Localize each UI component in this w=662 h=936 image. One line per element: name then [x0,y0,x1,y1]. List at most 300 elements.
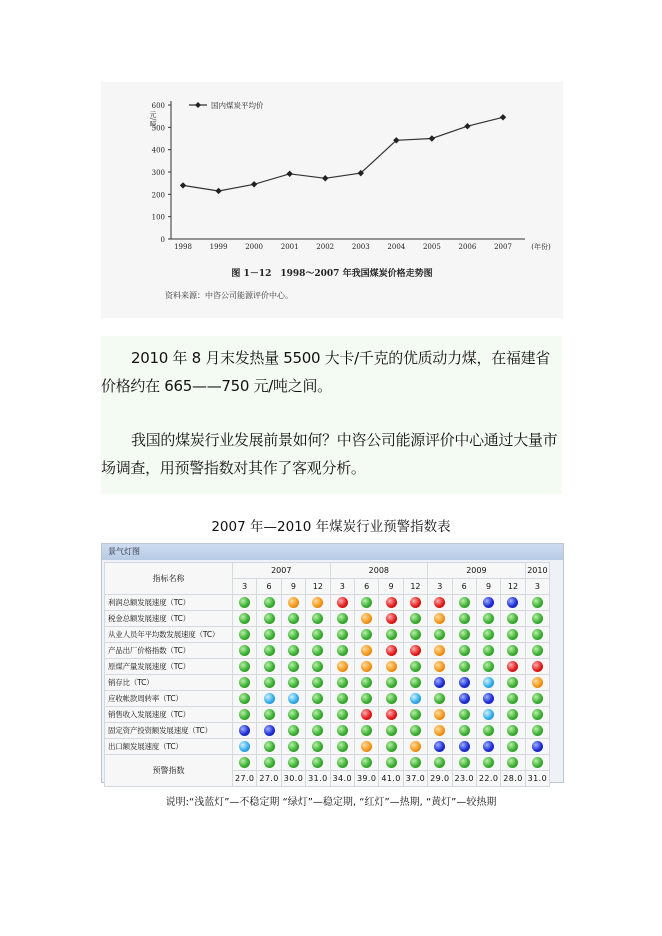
light-cell [452,595,476,611]
blue-light-icon [459,693,470,704]
green-light-icon [264,597,275,608]
orange-light-icon [434,709,445,720]
index-value: 30.0 [281,771,305,787]
green-light-icon [459,725,470,736]
name-header: 指标名称 [105,563,233,595]
data-point [500,114,506,120]
green-light-icon [507,757,518,768]
green-light-icon [507,629,518,640]
indicator-name: 出口额发展速度（TC） [105,739,233,755]
green-light-icon [264,709,275,720]
panel-label: 景气灯图 [102,544,563,560]
y-tick-label: 500 [151,124,165,133]
data-point [215,188,221,194]
green-light-icon [386,677,397,688]
light-cell [354,691,378,707]
quarter-header: 6 [257,579,281,595]
x-tick-label: 2001 [280,243,299,251]
light-cell [501,739,525,755]
y-axis-label: 元/吨 [149,111,157,128]
orange-light-icon [361,741,372,752]
light-cell [525,643,549,659]
light-cell [306,627,330,643]
data-point [322,175,328,181]
light-cell [403,659,427,675]
light-cell [476,739,500,755]
light-cell [379,691,403,707]
light-cell [476,723,500,739]
green-light-icon [459,661,470,672]
light-cell [476,643,500,659]
green-light-icon [239,661,250,672]
light-cell [403,675,427,691]
green-light-icon [483,725,494,736]
light-cell [354,675,378,691]
green-light-icon [507,741,518,752]
green-light-icon [410,757,421,768]
indicator-name: 应收帐款周转率（TC） [105,691,233,707]
x-tick-label: 2005 [422,243,441,251]
indicator-name: 原煤产量发展速度（TC） [105,659,233,675]
orange-light-icon [361,645,372,656]
blue-light-icon [239,725,250,736]
green-light-icon [532,709,543,720]
light-cell [257,595,281,611]
light-cell [330,643,354,659]
green-light-icon [312,741,323,752]
blue-light-icon [459,741,470,752]
quarter-header: 12 [306,579,330,595]
light-cell [476,595,500,611]
green-light-icon [239,757,250,768]
lightblue-light-icon [288,693,299,704]
index-label: 预警指数 [105,755,233,787]
green-light-icon [337,693,348,704]
light-cell [379,707,403,723]
light-cell [257,739,281,755]
green-light-icon [239,709,250,720]
light-cell [379,611,403,627]
light-cell [233,643,257,659]
quarter-header: 12 [501,579,525,595]
light-cell [306,659,330,675]
red-light-icon [386,597,397,608]
light-cell [281,739,305,755]
light-cell [354,643,378,659]
light-cell [428,627,452,643]
light-cell [379,659,403,675]
green-light-icon [337,709,348,720]
green-light-icon [337,741,348,752]
light-cell [233,755,257,771]
blue-light-icon [483,597,494,608]
indicator-name: 从业人员年平均数发展速度（TC） [105,627,233,643]
blue-light-icon [434,677,445,688]
light-cell [501,595,525,611]
green-light-icon [459,709,470,720]
light-cell [306,739,330,755]
green-light-icon [459,597,470,608]
index-value: 34.0 [330,771,354,787]
legend-label: 国内煤炭平均价 [211,101,264,110]
green-light-icon [434,629,445,640]
light-cell [281,723,305,739]
light-cell [428,611,452,627]
light-cell [403,643,427,659]
indicator-name: 利润总额发展速度（TC） [105,595,233,611]
y-tick-label: 0 [160,236,165,244]
green-light-icon [410,661,421,672]
green-light-icon [239,677,250,688]
legend-marker [195,102,201,108]
green-light-icon [288,741,299,752]
index-value: 41.0 [379,771,403,787]
red-light-icon [337,597,348,608]
green-light-icon [337,629,348,640]
light-cell [281,595,305,611]
data-point [251,181,257,187]
light-cell [281,627,305,643]
green-light-icon [361,725,372,736]
light-cell [403,691,427,707]
green-light-icon [361,597,372,608]
data-point [286,171,292,177]
light-cell [354,707,378,723]
blue-light-icon [459,677,470,688]
light-cell [476,627,500,643]
green-light-icon [507,677,518,688]
light-cell [525,611,549,627]
light-cell [403,627,427,643]
green-light-icon [312,629,323,640]
light-cell [403,755,427,771]
light-cell [257,691,281,707]
light-cell [452,643,476,659]
green-light-icon [361,693,372,704]
light-cell [379,627,403,643]
lightblue-light-icon [483,677,494,688]
light-cell [330,675,354,691]
green-light-icon [410,677,421,688]
table-row [105,611,550,627]
orange-light-icon [386,661,397,672]
green-light-icon [410,629,421,640]
light-cell [281,659,305,675]
green-light-icon [532,693,543,704]
y-tick-label: 100 [151,213,165,222]
index-light-row [105,755,550,771]
light-cell [452,627,476,643]
green-light-icon [312,757,323,768]
light-cell [501,675,525,691]
green-light-icon [532,629,543,640]
green-light-icon [288,709,299,720]
light-cell [403,595,427,611]
quarter-header: 3 [525,579,549,595]
light-cell [354,723,378,739]
red-light-icon [507,661,518,672]
light-cell [403,611,427,627]
green-light-icon [386,757,397,768]
data-point [180,182,186,188]
light-cell [306,707,330,723]
quarter-header: 9 [281,579,305,595]
blue-light-icon [532,741,543,752]
green-light-icon [459,629,470,640]
light-cell [379,739,403,755]
light-cell [452,691,476,707]
green-light-icon [532,597,543,608]
light-cell [379,675,403,691]
light-cell [257,755,281,771]
green-light-icon [410,725,421,736]
light-cell [306,723,330,739]
index-value: 31.0 [525,771,549,787]
chart-caption: 图 1－12 1998～2007 年我国煤炭价格走势图 [231,269,433,279]
orange-light-icon [434,661,445,672]
light-cell [379,643,403,659]
green-light-icon [239,629,250,640]
light-cell [233,595,257,611]
light-cell [428,659,452,675]
light-cell [257,675,281,691]
index-value: 37.0 [403,771,427,787]
green-light-icon [459,613,470,624]
light-cell [428,595,452,611]
green-light-icon [288,725,299,736]
light-cell [501,691,525,707]
light-cell [354,595,378,611]
index-value: 29.0 [428,771,452,787]
light-cell [257,627,281,643]
red-light-icon [386,645,397,656]
y-tick-label: 600 [151,102,165,110]
green-light-icon [410,709,421,720]
quarter-header: 12 [403,579,427,595]
x-tick-label: 1998 [174,243,192,251]
light-cell [281,643,305,659]
light-cell [525,659,549,675]
green-light-icon [264,645,275,656]
light-cell [281,675,305,691]
light-cell [428,755,452,771]
light-cell [330,691,354,707]
lightblue-light-icon [410,693,421,704]
light-cell [525,723,549,739]
index-value: 27.0 [233,771,257,787]
lightblue-light-icon [239,741,250,752]
light-cell [452,723,476,739]
x-tick-label: 1999 [209,243,228,251]
orange-light-icon [288,597,299,608]
indicator-name: 税金总额发展速度（TC） [105,611,233,627]
light-cell [428,707,452,723]
light-cell [306,755,330,771]
light-cell [501,755,525,771]
light-cell [501,659,525,675]
warning-index-table [104,562,550,787]
light-cell [525,595,549,611]
light-cell [501,643,525,659]
light-cell [452,707,476,723]
light-cell [257,659,281,675]
light-cell [403,723,427,739]
quarter-header: 3 [428,579,452,595]
year-header: 2009 [428,563,526,579]
red-light-icon [532,661,543,672]
indicator-name: 固定资产投资额发展速度（TC） [105,723,233,739]
light-cell [379,723,403,739]
light-cell [257,611,281,627]
index-value: 31.0 [306,771,330,787]
light-cell [452,739,476,755]
price-trend-figure [101,82,563,318]
light-cell [403,739,427,755]
light-cell [428,739,452,755]
blue-light-icon [507,597,518,608]
light-cell [452,675,476,691]
light-cell [330,707,354,723]
light-cell [525,627,549,643]
chart-source: 资料来源：中咨公司能源评价中心。 [165,291,293,300]
light-cell [330,659,354,675]
orange-light-icon [434,613,445,624]
orange-light-icon [434,645,445,656]
light-cell [476,707,500,723]
blue-light-icon [483,741,494,752]
table-header-years [105,563,550,579]
light-cell [354,611,378,627]
index-value: 27.0 [257,771,281,787]
light-cell [525,691,549,707]
light-cell [379,755,403,771]
red-light-icon [410,597,421,608]
green-light-icon [386,693,397,704]
light-cell [525,675,549,691]
x-tick-label: 2000 [245,243,264,251]
green-light-icon [264,613,275,624]
x-tick-label: 2003 [351,243,370,251]
green-light-icon [288,661,299,672]
green-light-icon [361,629,372,640]
lightblue-light-icon [483,709,494,720]
light-cell [281,707,305,723]
warning-index-panel [101,543,564,783]
article-text-block [101,336,562,494]
blue-light-icon [264,725,275,736]
light-cell [233,659,257,675]
orange-light-icon [361,613,372,624]
green-light-icon [312,677,323,688]
green-light-icon [507,645,518,656]
indicator-name: 产品出厂价格指数（TC） [105,643,233,659]
orange-light-icon [532,677,543,688]
light-cell [501,707,525,723]
green-light-icon [434,693,445,704]
data-point [429,135,435,141]
light-cell [501,611,525,627]
green-light-icon [507,709,518,720]
price-line-chart [101,82,563,318]
light-cell [330,627,354,643]
green-light-icon [264,677,275,688]
red-light-icon [386,613,397,624]
green-light-icon [459,757,470,768]
light-cell [428,675,452,691]
green-light-icon [312,709,323,720]
light-cell [428,691,452,707]
green-light-icon [337,613,348,624]
light-cell [452,755,476,771]
table-row [105,659,550,675]
green-light-icon [288,613,299,624]
x-tick-label: 2007 [494,243,512,251]
green-light-icon [239,645,250,656]
green-light-icon [337,677,348,688]
green-light-icon [507,613,518,624]
light-cell [306,691,330,707]
red-light-icon [361,709,372,720]
light-cell [233,675,257,691]
y-tick-label: 400 [151,146,165,155]
year-header: 2007 [233,563,331,579]
light-cell [476,755,500,771]
index-value: 39.0 [354,771,378,787]
light-cell [281,611,305,627]
orange-light-icon [410,741,421,752]
quarter-header: 9 [476,579,500,595]
y-tick-label: 300 [151,169,165,177]
index-value: 22.0 [476,771,500,787]
green-light-icon [507,693,518,704]
light-cell [233,739,257,755]
green-light-icon [386,741,397,752]
green-light-icon [288,629,299,640]
light-cell [281,691,305,707]
green-light-icon [337,757,348,768]
green-light-icon [312,693,323,704]
year-header: 2010 [525,563,549,579]
green-light-icon [532,645,543,656]
light-cell [501,723,525,739]
light-cell [354,659,378,675]
table-row [105,643,550,659]
light-cell [233,707,257,723]
table-row [105,595,550,611]
year-header: 2008 [330,563,428,579]
blue-light-icon [483,693,494,704]
table-row [105,739,550,755]
table-row [105,627,550,643]
table-title: 2007 年—2010 年煤炭行业预警指数表 [211,519,451,535]
green-light-icon [361,677,372,688]
light-cell [233,627,257,643]
quarter-header: 6 [452,579,476,595]
green-light-icon [386,629,397,640]
green-light-icon [386,725,397,736]
x-tick-label: 2006 [458,243,477,251]
quarter-header: 6 [354,579,378,595]
green-light-icon [264,757,275,768]
index-value: 23.0 [452,771,476,787]
light-cell [306,643,330,659]
y-tick-label: 200 [151,191,165,200]
lightblue-light-icon [264,693,275,704]
index-value: 28.0 [501,771,525,787]
light-cell [306,595,330,611]
green-light-icon [532,613,543,624]
orange-light-icon [361,661,372,672]
